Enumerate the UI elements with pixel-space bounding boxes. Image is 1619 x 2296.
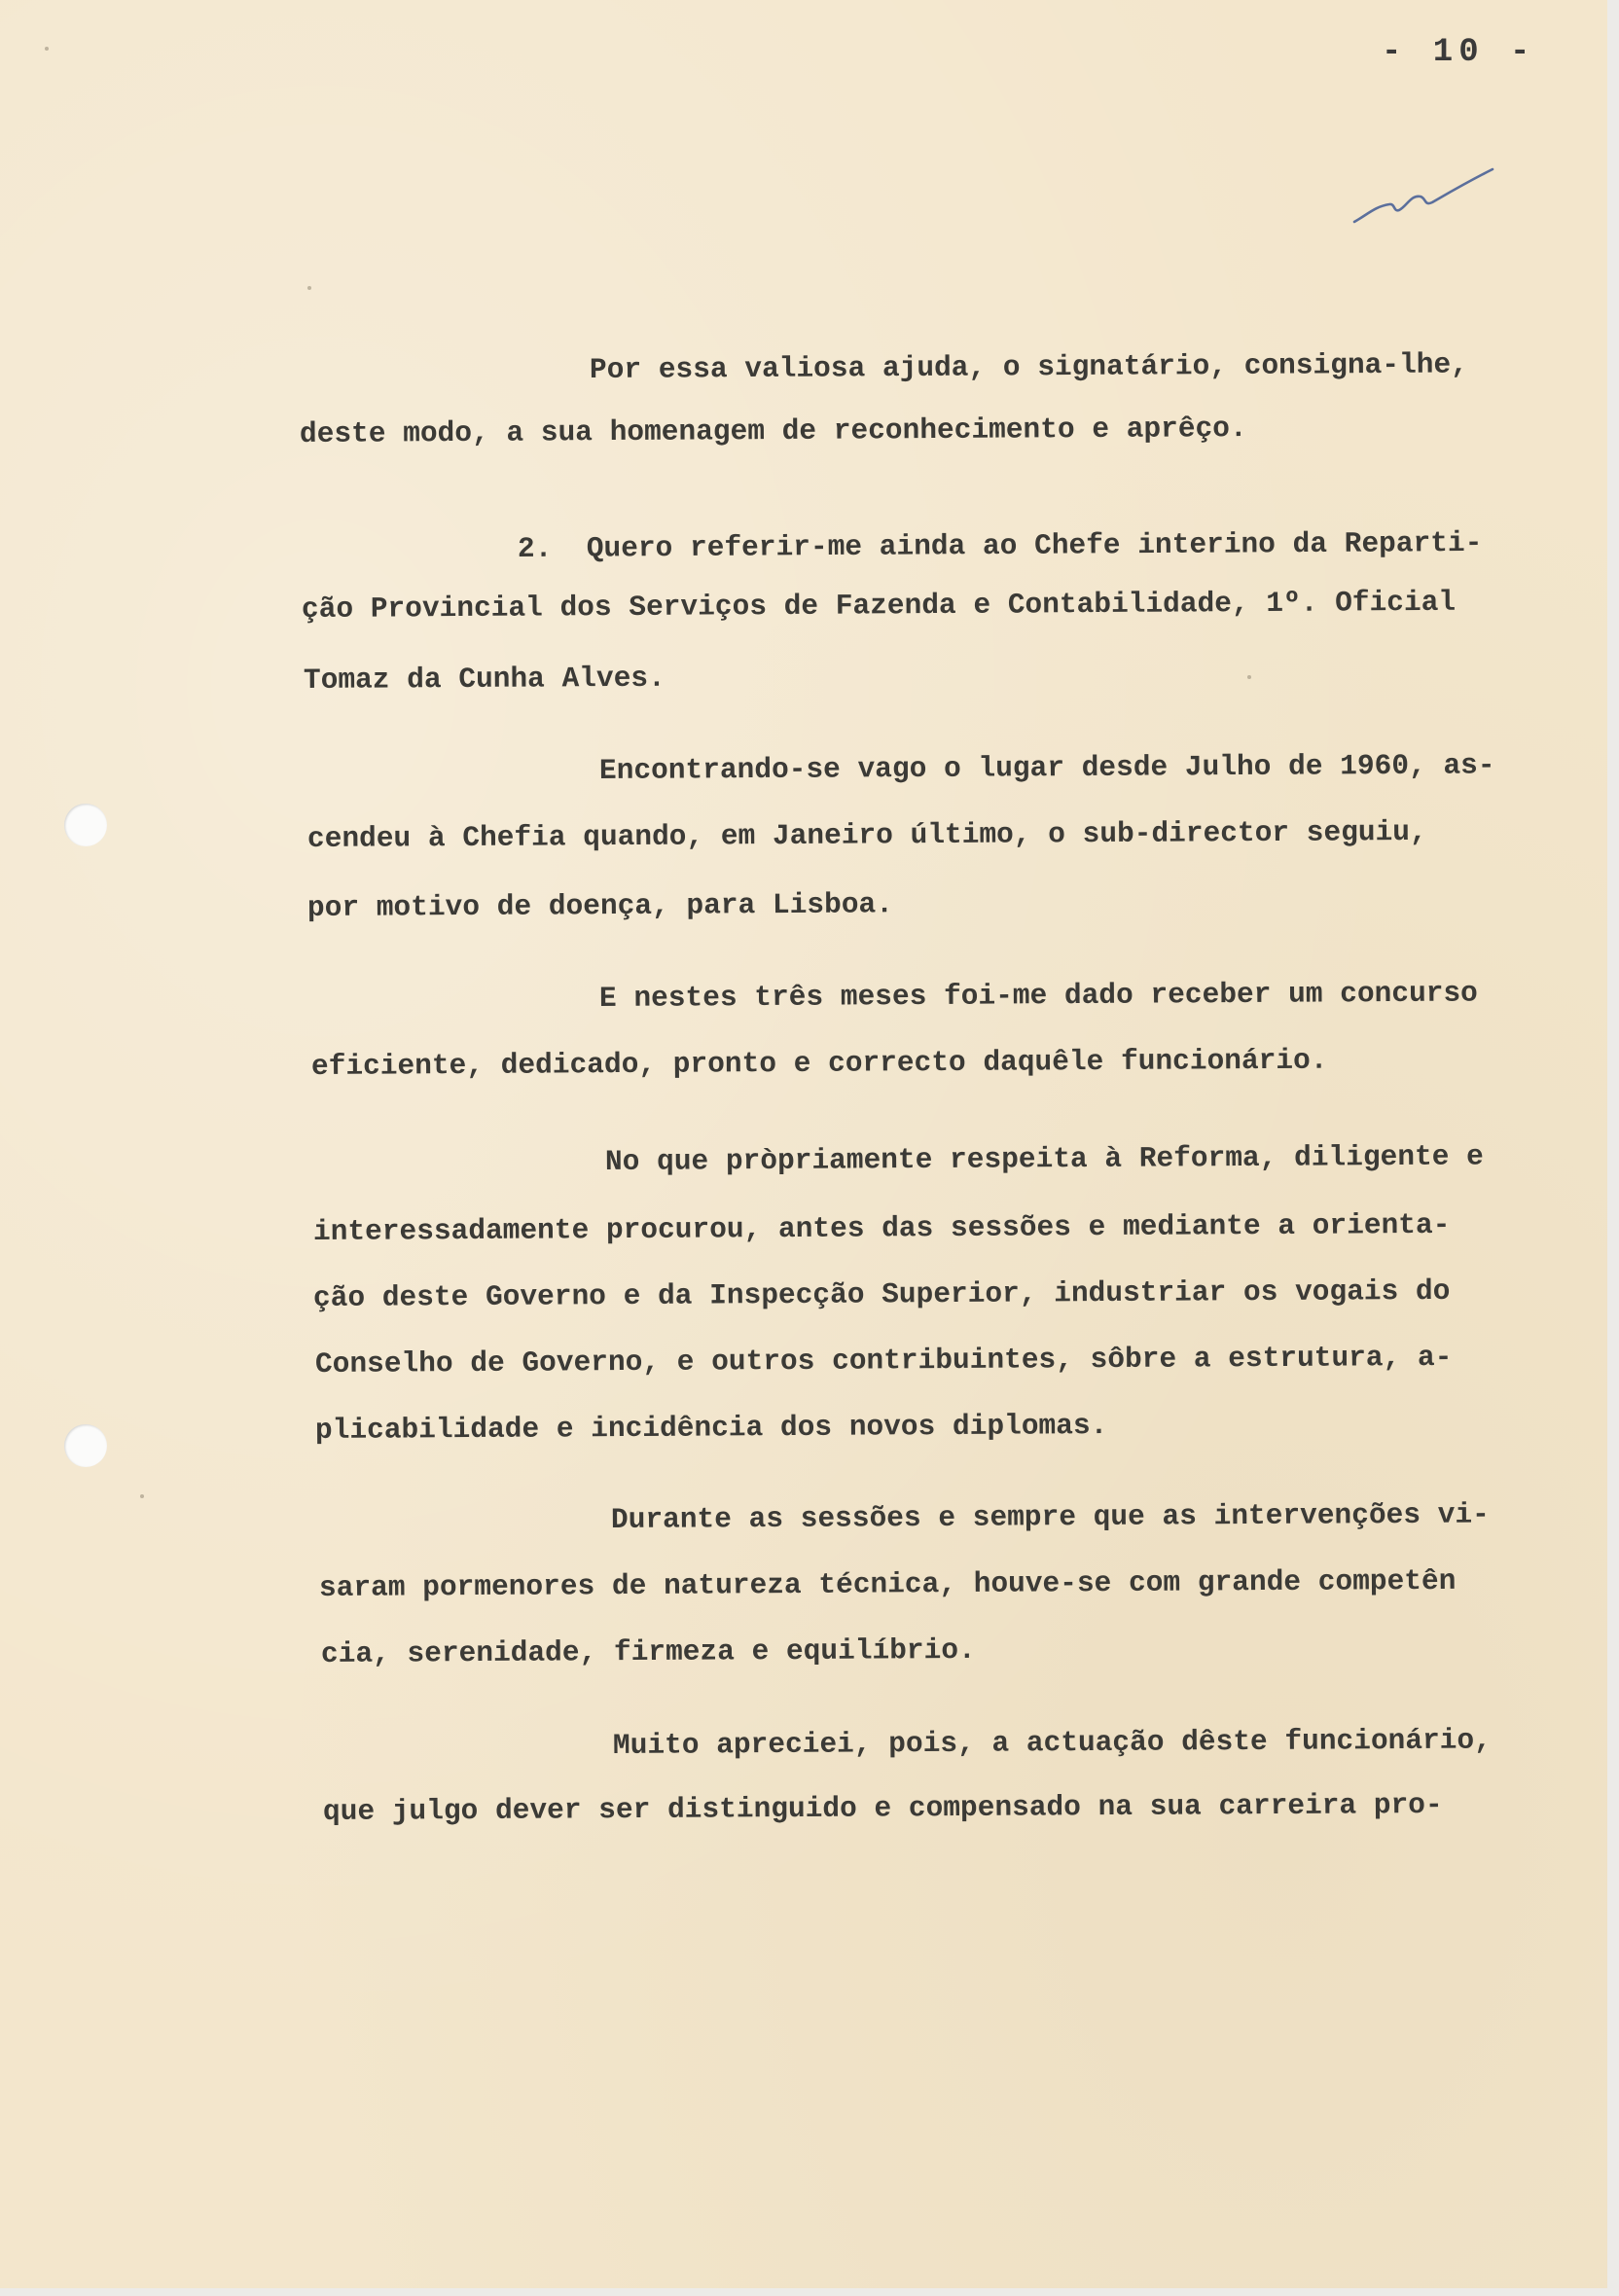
text-line: cendeu à Chefia quando, em Janeiro último, o sub-director seguiu, [306, 814, 1427, 855]
text-line: Muito apreciei, pois, a actuação dêste funcionário, [612, 1723, 1492, 1762]
paper-speck [307, 286, 311, 290]
page-number: - 10 - [1382, 34, 1536, 62]
text-line: plicabilidade e incidência dos novos diplomas. [314, 1409, 1108, 1447]
scan-edge-right [1607, 0, 1619, 2296]
text-line: No que pròpriamente respeita à Reforma, diligente e [604, 1139, 1484, 1178]
text-line: Encontrando-se vago o lugar desde Julho de 1960, as- [598, 748, 1495, 787]
punch-hole-icon [64, 804, 107, 846]
text-line: que julgo dever ser distinguido e compensado na sua carreira pro- [322, 1787, 1443, 1828]
text-line: cia, serenidade, firmeza e equilíbrio. [320, 1632, 976, 1670]
text-line: eficiente, dedicado, pronto e correcto daquêle funcionário. [310, 1043, 1328, 1083]
paper-speck [1247, 675, 1251, 679]
initial-mark-icon [1350, 156, 1496, 233]
text-line: saram pormenores de natureza técnica, houve-se com grande competên [318, 1563, 1457, 1604]
scan-edge-bottom [0, 2288, 1619, 2296]
text-line: 2. Quero referir-me ainda ao Chefe interino da Reparti- [517, 525, 1483, 565]
text-line: ção deste Governo e da Inspecção Superior, industriar os vogais do [312, 1274, 1451, 1314]
text-line: ção Provincial dos Serviços de Fazenda e Contabilidade, 1º. Oficial [301, 585, 1457, 626]
paper-speck [140, 1494, 144, 1498]
text-line: Conselho de Governo, e outros contribuintes, sôbre a estrutura, a- [314, 1340, 1453, 1381]
text-line: Tomaz da Cunha Alves. [303, 661, 666, 697]
punch-hole-icon [64, 1424, 107, 1467]
text-line: deste modo, a sua homenagem de reconhecimento e aprêço. [299, 412, 1247, 450]
text-line: interessadamente procurou, antes das sessões e mediante a orienta- [312, 1207, 1451, 1248]
text-line: por motivo de doença, para Lisboa. [306, 887, 893, 924]
paper-speck [45, 47, 49, 51]
text-line: Por essa valiosa ajuda, o signatário, consigna-lhe, [589, 347, 1468, 386]
text-line: Durante as sessões e sempre que as intervenções vi- [610, 1497, 1490, 1536]
text-line: E nestes três meses foi-me dado receber um concurso [598, 976, 1478, 1015]
